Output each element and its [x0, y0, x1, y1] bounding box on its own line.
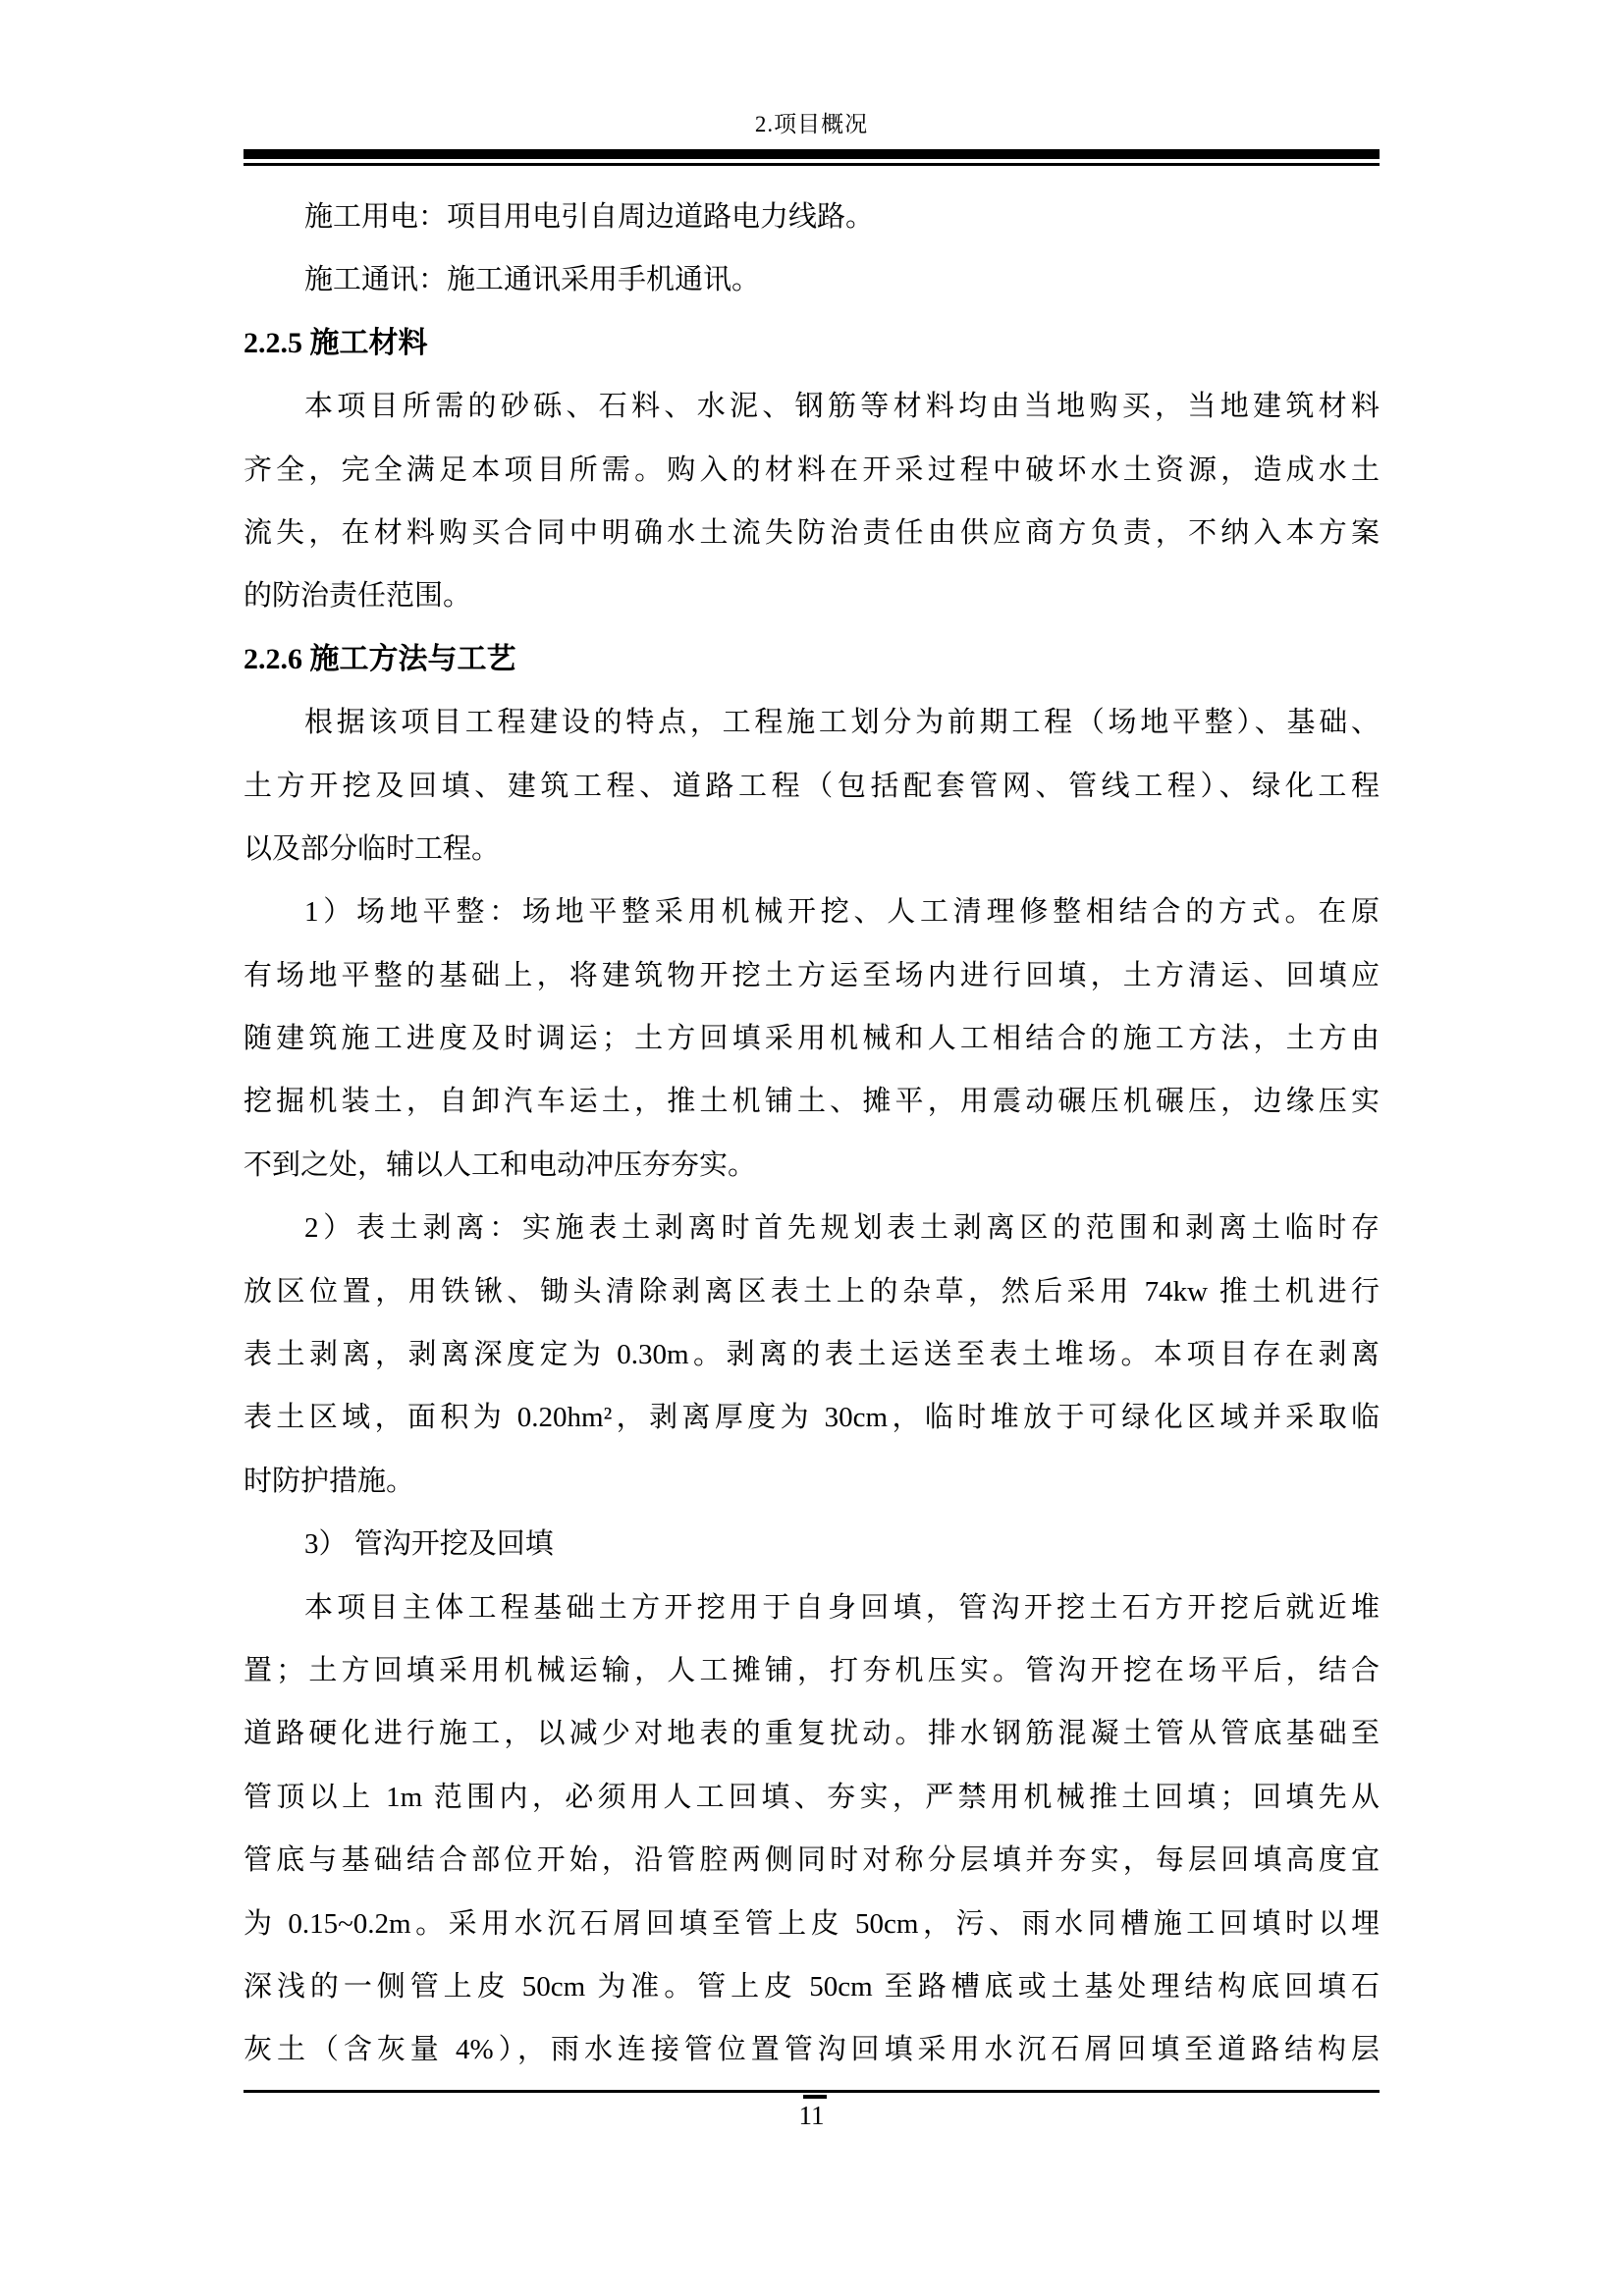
- text-line: 有场地平整的基础上，将建筑物开挖土方运至场内进行回填，土方清运、回填应: [244, 959, 1380, 991]
- text-line: 管顶以上 1m 范围内，必须用人工回填、夯实，严禁用机械推土回填；回填先从: [244, 1781, 1380, 1813]
- footer-rule: [244, 2090, 1380, 2093]
- text-line: 挖掘机装土，自卸汽车运土，推土机铺土、摊平，用震动碾压机碾压，边缘压实: [244, 1086, 1380, 1118]
- text-line: 表土区域，面积为 0.20hm²，剥离厚度为 30cm，临时堆放于可绿化区域并采取临: [244, 1402, 1380, 1434]
- text-line: 置；土方回填采用机械运输，人工摊铺，打夯机压实。管沟开挖在场平后，结合: [244, 1654, 1380, 1686]
- text-line: 施工用电：项目用电引自周边道路电力线路。: [304, 201, 875, 233]
- text-line: 本项目所需的砂砾、石料、水泥、钢筋等材料均由当地购买，当地建筑材料: [304, 391, 1380, 423]
- text-line: 以及部分临时工程。: [244, 832, 501, 865]
- text-line: 不到之处，辅以人工和电动冲压夯夯实。: [244, 1148, 757, 1181]
- text-line: 施工通讯：施工通讯采用手机通讯。: [304, 264, 761, 296]
- text-line: 道路硬化进行施工，以减少对地表的重复扰动。排水钢筋混凝土管从管底基础至: [244, 1718, 1380, 1750]
- text-line: 2）表土剥离：实施表土剥离时首先规划表土剥离区的范围和剥离土临时存: [304, 1212, 1380, 1245]
- text-line: 流失，在材料购买合同中明确水土流失防治责任由供应商方负责，不纳入本方案: [244, 516, 1380, 549]
- text-line: 放区位置，用铁锹、锄头清除剥离区表土上的杂草，然后采用 74kw 推土机进行: [244, 1275, 1380, 1308]
- text-line: 的防治责任范围。: [244, 580, 472, 613]
- header-rule-thin: [244, 163, 1380, 166]
- header-rule-thick: [244, 149, 1380, 159]
- text-line: 土方开挖及回填、建筑工程、道路工程（包括配套管网、管线工程）、绿化工程: [244, 770, 1380, 802]
- text-line: 本项目主体工程基础土方开挖用于自身回填，管沟开挖土石方开挖后就近堆: [304, 1591, 1380, 1624]
- text-line: 灰土（含灰量 4%），雨水连接管位置管沟回填采用水沉石屑回填至道路结构层: [244, 2034, 1380, 2066]
- page-header-title: 2.项目概况: [754, 112, 869, 136]
- text-line: 随建筑施工进度及时调运；土方回填采用机械和人工相结合的施工方法，土方由: [244, 1023, 1380, 1055]
- document-body: [244, 186, 1380, 2082]
- section-heading: 2.2.6 施工方法与工艺: [244, 642, 516, 675]
- text-line: 表土剥离，剥离深度定为 0.30m。剥离的表土运送至表土堆场。本项目存在剥离: [244, 1339, 1380, 1371]
- text-line: 管底与基础结合部位开始，沿管腔两侧同时对称分层填并夯实，每层回填高度宜: [244, 1844, 1380, 1877]
- text-line: 1）场地平整：场地平整采用机械开挖、人工清理修整相结合的方式。在原: [304, 896, 1380, 929]
- text-line: 根据该项目工程建设的特点，工程施工划分为前期工程（场地平整）、基础、: [304, 707, 1380, 739]
- text-line: 深浅的一侧管上皮 50cm 为准。管上皮 50cm 至路槽底或土基处理结构底回填石: [244, 1970, 1380, 2002]
- text-line: 齐全，完全满足本项目所需。购入的材料在开采过程中破坏水土资源，造成水土: [244, 454, 1380, 486]
- page-number: 11: [798, 2101, 825, 2130]
- section-heading: 2.2.5 施工材料: [244, 326, 428, 359]
- footer-dash: [803, 2095, 827, 2099]
- text-line: 为 0.15~0.2m。采用水沉石屑回填至管上皮 50cm，污、雨水同槽施工回填时以埋: [244, 1907, 1380, 1940]
- text-line: 时防护措施。: [244, 1465, 415, 1497]
- text-line: 3） 管沟开挖及回填: [304, 1528, 554, 1561]
